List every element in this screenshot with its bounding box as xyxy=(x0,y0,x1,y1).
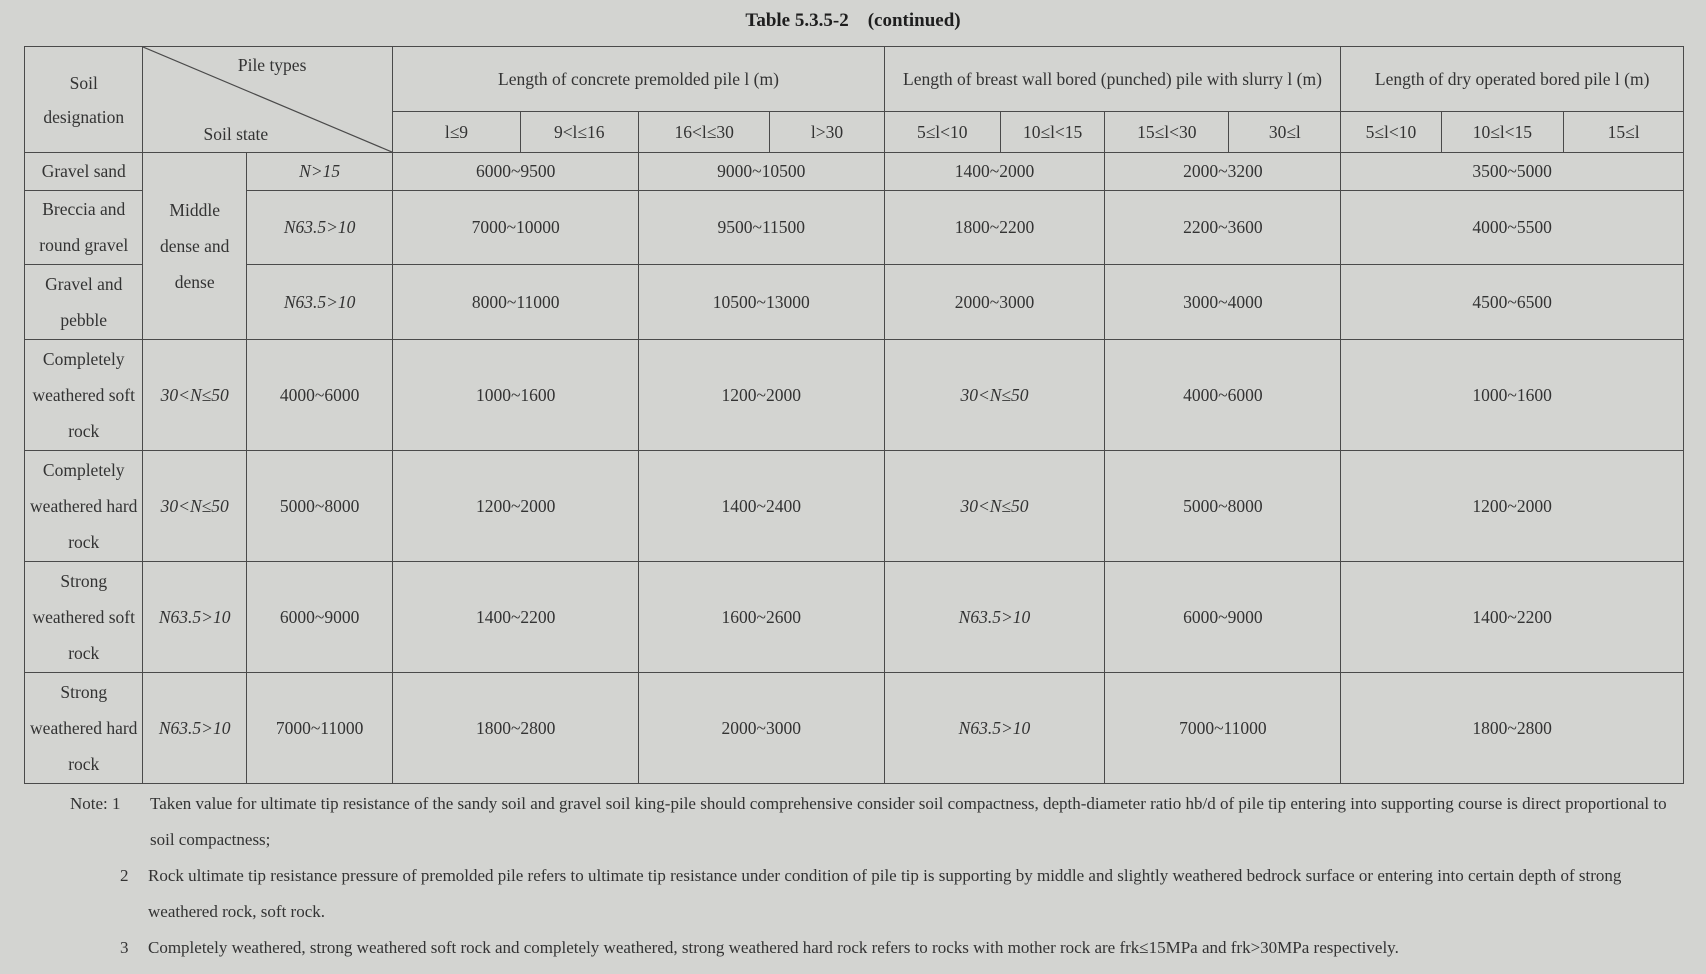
note-number: 1 xyxy=(112,794,121,813)
state-text: N63.5>10 xyxy=(158,606,231,627)
note-item xyxy=(70,930,1670,966)
state-text: N63.5>10 xyxy=(958,717,1031,738)
slurry-value-1 xyxy=(884,561,1105,672)
note-text: Rock ultimate tip resistance pressure of premolded pile refers to ultimate tip resistance under condition of pile tip is supporting by middle and slightly weathered bedrock surface or entering into certain depth of strong weathered rock, soft rock. xyxy=(148,866,1622,921)
table-row xyxy=(25,265,1684,339)
range-slurry-2: 10≤l<15 xyxy=(1000,112,1104,153)
header-pile-types: Pile types xyxy=(237,55,307,75)
range-slurry-3: 15≤l<30 xyxy=(1105,112,1229,153)
soil-name: Strong weathered soft rock xyxy=(25,561,143,672)
soil-state-value xyxy=(246,190,393,264)
table-row xyxy=(25,450,1684,561)
slurry-value-1: 1400~2000 xyxy=(884,153,1105,191)
table-row xyxy=(25,153,1684,191)
slurry-value-1 xyxy=(884,339,1105,450)
soil-name: Gravel and pebble xyxy=(25,265,143,339)
slurry-value-1: 1800~2200 xyxy=(884,190,1105,264)
premolded-value-1: 1000~1600 xyxy=(393,339,639,450)
soil-state-value xyxy=(143,672,246,783)
column3-value: 7000~11000 xyxy=(246,672,393,783)
dry-value: 1000~1600 xyxy=(1341,339,1684,450)
soil-name: Strong weathered hard rock xyxy=(25,672,143,783)
state-text: N63.5>10 xyxy=(283,291,356,312)
note-number: 2 xyxy=(120,866,129,885)
slurry-value-2: 4000~6000 xyxy=(1105,339,1341,450)
range-dry-2: 10≤l<15 xyxy=(1441,112,1564,153)
note-item xyxy=(70,858,1670,930)
premolded-value-2: 9000~10500 xyxy=(638,153,884,191)
slurry-value-1 xyxy=(884,672,1105,783)
note-text: Taken value for ultimate tip resistance of the sandy soil and gravel soil king-pile should comprehensive consider soil compactness, depth-diameter ratio hb/d of pile tip entering into supporting course is direct proportional to soil compactness; xyxy=(150,794,1667,849)
soil-state-value xyxy=(143,339,246,450)
soil-state-value xyxy=(143,561,246,672)
table-title: Table 5.3.5-2 (continued) xyxy=(745,10,961,31)
note-item xyxy=(70,786,1670,858)
dry-value: 1400~2200 xyxy=(1341,561,1684,672)
soil-name: Completely weathered soft rock xyxy=(25,339,143,450)
table-row xyxy=(25,190,1684,264)
premolded-value-2: 9500~11500 xyxy=(638,190,884,264)
state-text: 30<N≤50 xyxy=(160,384,229,405)
premolded-value-2: 10500~13000 xyxy=(638,265,884,339)
premolded-value-1: 8000~11000 xyxy=(393,265,639,339)
dry-value: 1800~2800 xyxy=(1341,672,1684,783)
slurry-value-2: 3000~4000 xyxy=(1105,265,1341,339)
range-slurry-4: 30≤l xyxy=(1229,112,1341,153)
soil-state-value xyxy=(143,450,246,561)
state-text: 30<N≤50 xyxy=(960,384,1029,405)
premolded-value-1: 1800~2800 xyxy=(393,672,639,783)
state-text: N63.5>10 xyxy=(283,217,356,238)
range-premolded-3: 16<l≤30 xyxy=(638,112,769,153)
header-soil-designation: Soil designation xyxy=(25,47,143,153)
soil-name: Completely weathered hard rock xyxy=(25,450,143,561)
dry-value: 3500~5000 xyxy=(1341,153,1684,191)
slurry-value-1 xyxy=(884,450,1105,561)
slurry-value-1: 2000~3000 xyxy=(884,265,1105,339)
column3-value: 6000~9000 xyxy=(246,561,393,672)
soil-state-value xyxy=(246,153,393,191)
soil-name: Gravel sand xyxy=(25,153,143,191)
dry-value: 4000~5500 xyxy=(1341,190,1684,264)
range-premolded-2: 9<l≤16 xyxy=(520,112,638,153)
slurry-value-2: 2000~3200 xyxy=(1105,153,1341,191)
table-row xyxy=(25,339,1684,450)
range-dry-3: 15≤l xyxy=(1564,112,1684,153)
soil-state-value xyxy=(246,265,393,339)
notes-section xyxy=(70,786,1670,966)
note-label xyxy=(70,786,121,822)
tip-resistance-table xyxy=(24,46,1684,784)
slurry-value-2: 7000~11000 xyxy=(1105,672,1341,783)
note-label-text: Note: xyxy=(70,794,108,813)
header-premolded-group xyxy=(393,47,884,112)
header-diagonal-cell xyxy=(143,47,393,153)
range-premolded-1: l≤9 xyxy=(393,112,520,153)
table-row xyxy=(25,672,1684,783)
state-text: N63.5>10 xyxy=(958,606,1031,627)
range-slurry-1: 5≤l<10 xyxy=(884,112,1000,153)
premolded-value-2: 1400~2400 xyxy=(638,450,884,561)
state-text: 30<N≤50 xyxy=(960,495,1029,516)
soil-name: Breccia and round gravel xyxy=(25,190,143,264)
note-number: 3 xyxy=(120,938,129,957)
premolded-value-2: 1600~2600 xyxy=(638,561,884,672)
range-dry-1: 5≤l<10 xyxy=(1341,112,1441,153)
column3-value: 4000~6000 xyxy=(246,339,393,450)
slurry-value-2: 5000~8000 xyxy=(1105,450,1341,561)
header-dry-text: Length of dry operated bored pile l (m) xyxy=(1374,69,1650,90)
premolded-value-1: 1400~2200 xyxy=(393,561,639,672)
header-dry-group xyxy=(1341,47,1684,112)
slurry-value-2: 6000~9000 xyxy=(1105,561,1341,672)
dry-value: 4500~6500 xyxy=(1341,265,1684,339)
slurry-value-2: 2200~3600 xyxy=(1105,190,1341,264)
premolded-value-1: 6000~9500 xyxy=(393,153,639,191)
dry-value: 1200~2000 xyxy=(1341,450,1684,561)
state-text: N63.5>10 xyxy=(158,717,231,738)
premolded-value-2: 2000~3000 xyxy=(638,672,884,783)
premolded-value-1: 7000~10000 xyxy=(393,190,639,264)
header-slurry-text: Length of breast wall bored (punched) pile with slurry l (m) xyxy=(903,69,1322,90)
header-soil-state: Soil state xyxy=(203,124,269,144)
note-text: Completely weathered, strong weathered soft rock and completely weathered, strong weathered hard rock refers to rocks with mother rock are frk≤15MPa and frk>30MPa respectively. xyxy=(148,938,1399,957)
column3-value: 5000~8000 xyxy=(246,450,393,561)
state-text: 30<N≤50 xyxy=(160,495,229,516)
table-row xyxy=(25,561,1684,672)
state-text: N>15 xyxy=(299,161,341,182)
premolded-value-1: 1200~2000 xyxy=(393,450,639,561)
middle-dense-state: Middle dense and dense xyxy=(143,153,246,340)
header-premolded-text: Length of concrete premolded pile l (m) xyxy=(498,69,779,90)
header-slurry-group xyxy=(884,47,1341,112)
premolded-value-2: 1200~2000 xyxy=(638,339,884,450)
range-premolded-4: l>30 xyxy=(770,112,884,153)
